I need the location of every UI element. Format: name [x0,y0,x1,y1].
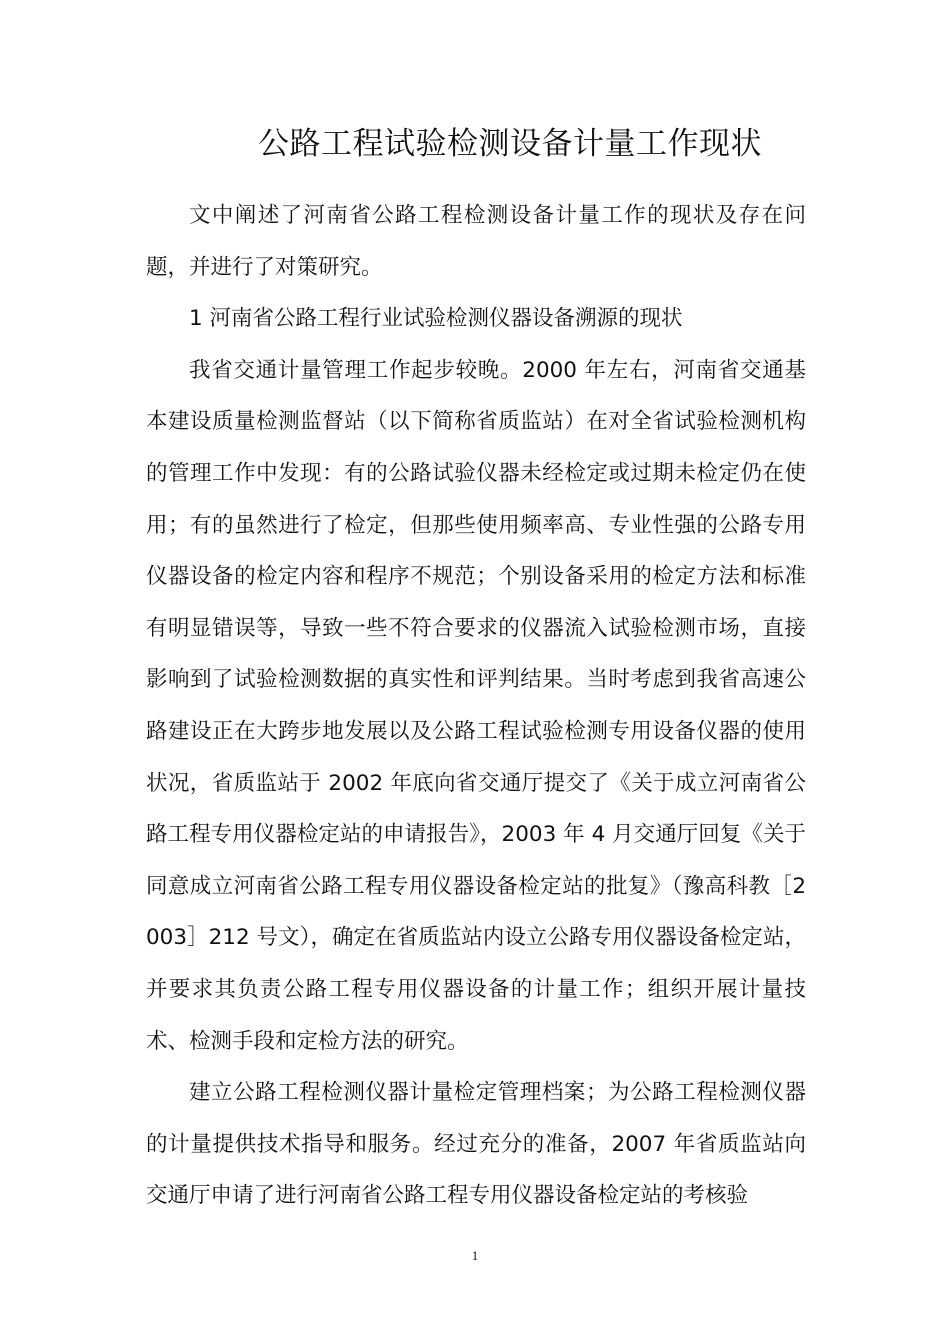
page-number: 1 [471,1248,479,1263]
paragraph-abstract: 文中阐述了河南省公路工程检测设备计量工作的现状及存在问题，并进行了对策研究。 [146,203,806,280]
section-heading: 1 河南省公路工程行业试验检测仪器设备溯源的现状 [189,306,683,332]
document-title: 公路工程试验检测设备计量工作现状 [258,126,762,162]
paragraph-archive: 建立公路工程检测仪器计量检定管理档案；为公路工程检测仪器的计量提供技术指导和服务。经过充分的准备，2007 年省质监站向交通厅申请了进行河南省公路工程专用仪器设备检定站的考核验 [146,1080,806,1209]
paragraph-history: 我省交通计量管理工作起步较晚。2000 年左右，河南省交通基本建设质量检测监督站（以下简称省质监站）在对全省试验检测机构的管理工作中发现：有的公路试验仪器未经检定或过期未检定仍在使用；有的虽然进行了检定，但那些使用频率高、专业性强的公路专用仪器设备的检定内容和程序不规范；个别设备采用的检定方法和标准有明显错误等，导致一些不符合要求的仪器流入试验检测市场，直接影响到了试验检测数据的真实性和评判结果。当时考虑到我省高速公路建设正在大跨步地发展以及公路工程试验检测专用设备仪器的使用状况，省质监站于 2002 年底向省交通厅提交了《关于成立河南省公路工程专用仪器检定站的申请报告》，2003 年 4 月交通厅回复《关于同意成立河南省公路工程专用仪器设备检定站的批复》（豫高科教［2003］212 号文），确定在省质监站内设立公路专用仪器设备检定站，并要求其负责公路工程专用仪器设备的计量工作；组织开展计量技术、检测手段和定检方法的研究。 [146,357,806,1054]
document-body [146,190,806,1222]
